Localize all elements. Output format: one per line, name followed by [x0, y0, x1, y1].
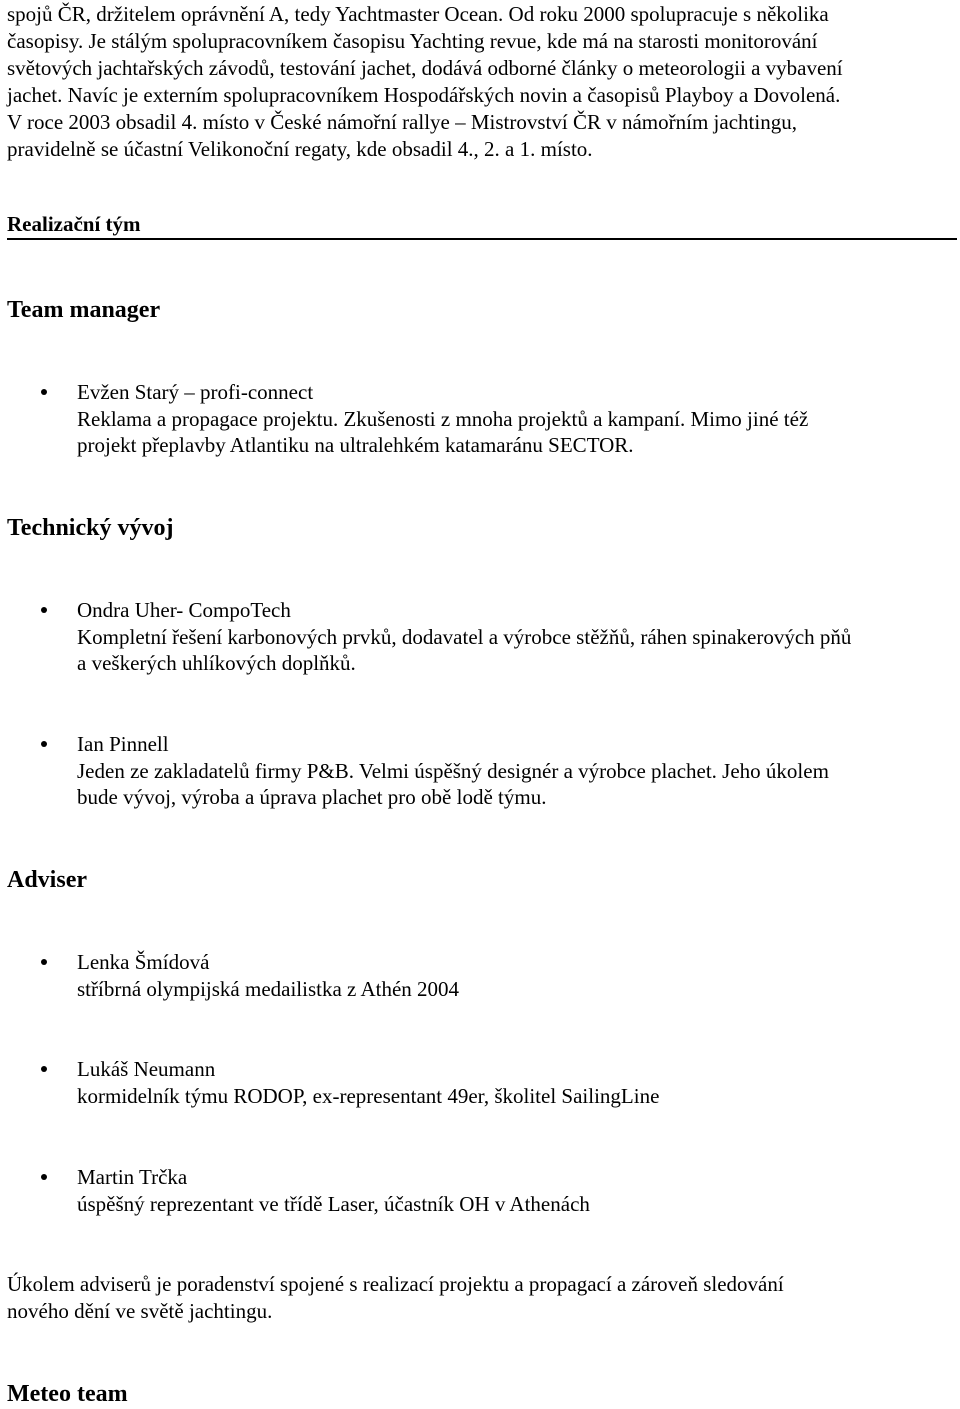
entry-description: Kompletní řešení karbonových prvků, dodavatel a výrobce stěžňů, ráhen spinakerových pňů	[77, 624, 852, 649]
entry-name: Lukáš Neumann	[77, 1057, 216, 1081]
entry-description: Jeden ze zakladatelů firmy P&B. Velmi úspěšný designér a výrobce plachet. Jeho úkolem	[77, 758, 829, 783]
intro-line: pravidelně se účastní Velikonoční regaty, kde obsadil 4., 2. a 1. místo.	[7, 137, 593, 161]
entry-description: úspěšný reprezentant ve třídě Laser, účastník OH v Athenách	[77, 1191, 590, 1216]
entry-description: projekt přeplavby Atlantiku na ultralehkém katamaránu SECTOR.	[77, 433, 634, 457]
intro-line: jachet. Navíc je externím spolupracovníkem Hospodářských novin a časopisů Playboy a Dovolená.	[7, 83, 841, 107]
intro-line: světových jachtařských závodů, testování jachet, dodává odborné články o meteorologii a vybavení	[7, 56, 843, 80]
list-item	[77, 731, 957, 811]
entry-description: stříbrná olympijská medailistka z Athén 2004	[77, 976, 460, 1001]
bullet-icon	[41, 1174, 47, 1180]
tech-title: Technický vývoj	[7, 515, 174, 541]
list-item	[77, 949, 957, 1002]
entry-name: Lenka Šmídová	[77, 950, 210, 974]
entry-description: a veškerých uhlíkových doplňků.	[77, 651, 356, 675]
team-heading: Realizační tým	[7, 212, 141, 236]
entry-name: Ondra Uher- CompoTech	[77, 598, 291, 622]
closing-paragraph	[7, 1271, 957, 1325]
team-manager-title: Team manager	[7, 297, 161, 323]
list-item	[77, 379, 957, 459]
bullet-icon	[41, 741, 47, 747]
entry-description: kormidelník týmu RODOP, ex-representant 49er, školitel SailingLine	[77, 1083, 660, 1108]
adviser-title: Adviser	[7, 867, 87, 893]
entry-name: Martin Trčka	[77, 1165, 188, 1189]
list-item	[77, 1164, 957, 1217]
closing-line: Úkolem adviserů je poradenství spojené s realizací projektu a propagací a zároveň sledování	[7, 1272, 784, 1296]
intro-paragraph	[7, 1, 957, 163]
meteo-title: Meteo team	[7, 1381, 128, 1407]
entry-name: Ian Pinnell	[77, 732, 169, 756]
entry-name: Evžen Starý – profi-connect	[77, 380, 314, 404]
intro-line: V roce 2003 obsadil 4. místo v České námořní rallye – Mistrovství ČR v námořním jachtingu,	[7, 110, 797, 134]
list-item	[77, 597, 957, 677]
heading-rule	[7, 238, 957, 240]
intro-line: spojů ČR, držitelem oprávnění A, tedy Yachtmaster Ocean. Od roku 2000 spolupracuje s několika	[7, 2, 829, 26]
bullet-icon	[41, 389, 47, 395]
bullet-icon	[41, 959, 47, 965]
closing-line: nového dění ve světě jachtingu.	[7, 1299, 273, 1323]
entry-description: bude vývoj, výroba a úprava plachet pro obě lodě týmu.	[77, 785, 547, 809]
entry-description: Reklama a propagace projektu. Zkušenosti z mnoha projektů a kampaní. Mimo jiné též	[77, 406, 809, 431]
list-item	[77, 1056, 957, 1109]
intro-line: časopisy. Je stálým spolupracovníkem časopisu Yachting revue, kde má na starosti monitorování	[7, 29, 818, 53]
bullet-icon	[41, 607, 47, 613]
bullet-icon	[41, 1066, 47, 1072]
